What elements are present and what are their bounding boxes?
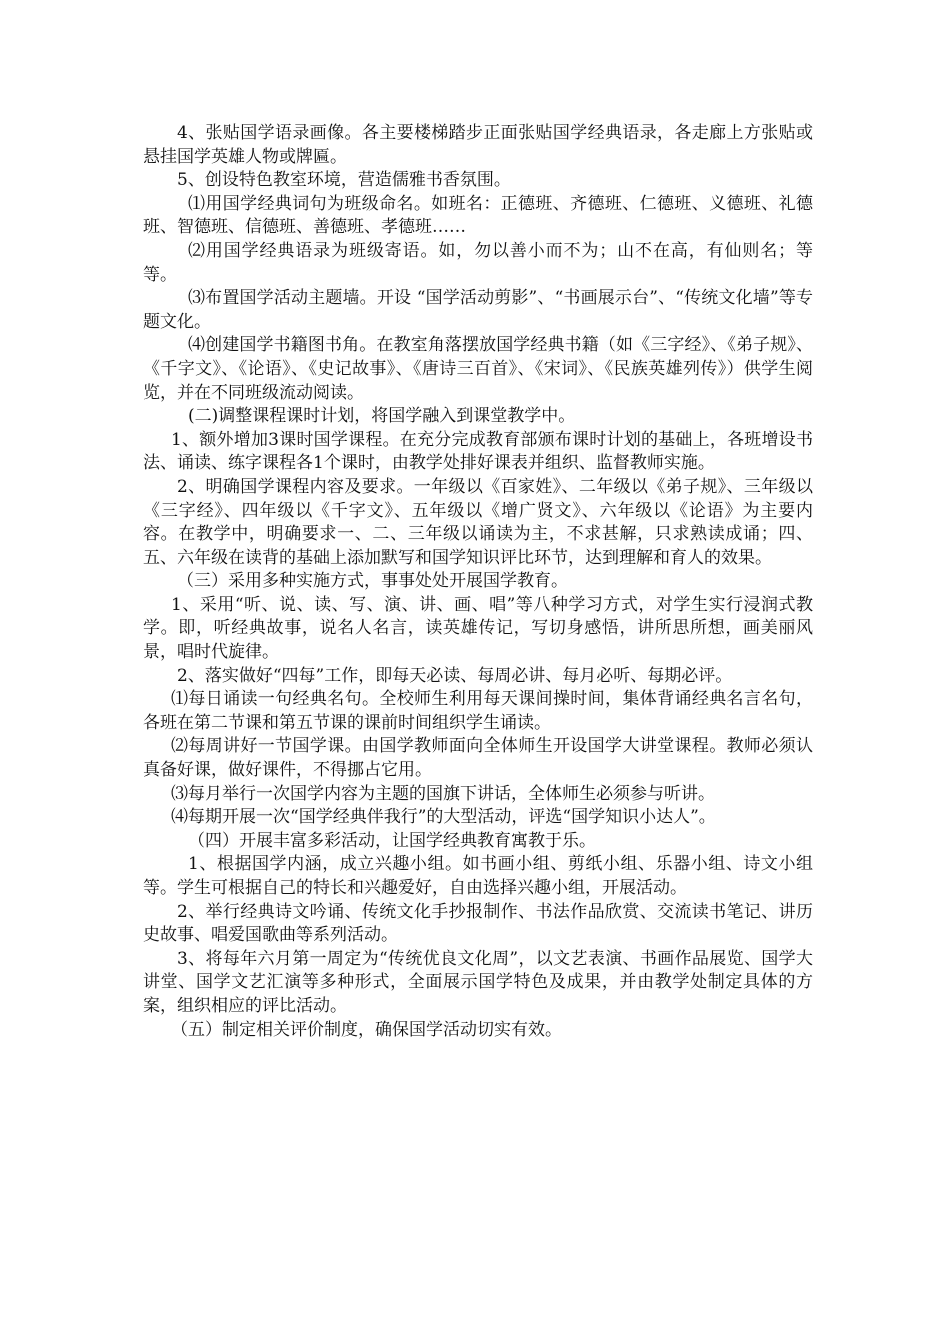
paragraph-four-every: 2、落实做好“四每”工作，即每天必读、每周必讲、每月必听、每期必评。 [177, 665, 733, 686]
paragraph-class-motto: ⑵用国学经典语录为班级寄语。如，勿以善小而不为；山不在高，有仙则名；等等。 [143, 240, 813, 285]
paragraph-class-naming: ⑴用国学经典词句为班级命名。如班名：正德班、齐德班、仁德班、义德班、礼德班、智德班、信德班、善德班、孝德班…… [143, 193, 813, 238]
paragraph-course-content: 2、明确国学课程内容及要求。一年级以《百家姓》、二年级以《弟子规》、三年级以《三字经》、四年级以《千字文》、五年级以《增广贤文》、六年级以《论语》为主要内容。在教学中，明确要求一、二、三年级以诵读为主，不求甚解，只求熟读成诵；四、五、六年级在读背的基础上添加默写和国学知识评比环节，达到理解和育人的效果。 [143, 476, 813, 568]
paragraph-theme-wall: ⑶布置国学活动主题墙。开设 “国学活动剪影”、“书画展示台”、“传统文化墙”等专题文化。 [143, 288, 813, 332]
paragraph-4-quotes-portraits: 4、张贴国学语录画像。各主要楼梯踏步正面张贴国学经典语录，各走廊上方张贴或悬挂国学英雄人物或牌匾。 [143, 123, 813, 167]
document-body [143, 122, 813, 1042]
paragraph-eight-methods: 1、采用“听、说、读、写、演、讲、画、唱”等八种学习方式，对学生实行浸润式教学。即，听经典故事，说名人名言，读英雄传记，写切身感悟，讲所思所想，画美丽风景，唱时代旋律。 [143, 594, 813, 663]
paragraph-term-activity: ⑷每期开展一次“国学经典伴我行”的大型活动，评选“国学知识小达人”。 [171, 807, 716, 828]
paragraph-5-classroom-environment: 5、创设特色教室环境，营造儒雅书香氛围。 [177, 170, 511, 191]
section-heading-3: （三）采用多种实施方式，事事处处开展国学教育。 [177, 571, 568, 592]
paragraph-culture-week: 3、将每年六月第一周定为“传统优良文化周”，以文艺表演、书画作品展览、国学大讲堂、国学文艺汇演等多种形式，全面展示国学特色及成果，并由教学处制定具体的方案，组织相应的评比活动。 [143, 948, 813, 1016]
paragraph-weekly-lesson: ⑵每周讲好一节国学课。由国学教师面向全体师生开设国学大讲堂课程。教师必须认真备好课，做好课件，不得挪占它用。 [143, 736, 813, 781]
paragraph-series-activities: 2、举行经典诗文吟诵、传统文化手抄报制作、书法作品欣赏、交流读书笔记、讲历史故事、唱爱国歌曲等系列活动。 [143, 901, 813, 946]
paragraph-book-corner: ⑷创建国学书籍图书角。在教室角落摆放国学经典书籍（如《三字经》、《弟子规》、《千字文》、《论语》、《史记故事》、《唐诗三百首》、《宋词》、《民族英雄列传》）供学生阅览，并在不同班级流动阅读。 [143, 335, 813, 403]
paragraph-daily-recite: ⑴每日诵读一句经典名句。全校师生利用每天课间操时间，集体背诵经典名言名句，各班在第二节课和第五节课的课前时间组织学生诵读。 [143, 689, 813, 733]
section-heading-2: (二)调整课程课时计划，将国学融入到课堂教学中。 [188, 406, 576, 427]
paragraph-extra-courses: 1、额外增加3课时国学课程。在充分完成教育部颁布课时计划的基础上，各班增设书法、诵读、练字课程各1个课时，由教学处排好课表并组织、监督教师实施。 [143, 429, 813, 474]
paragraph-monthly-speech: ⑶每月举行一次国学内容为主题的国旗下讲话，全体师生必须参与听讲。 [171, 783, 715, 804]
paragraph-interest-groups: 1、根据国学内涵，成立兴趣小组。如书画小组、剪纸小组、乐器小组、诗文小组等。学生可根据自己的特长和兴趣爱好，自由选择兴趣小组，开展活动。 [143, 854, 813, 898]
section-heading-4: （四）开展丰富多彩活动，让国学经典教育寓教于乐。 [188, 830, 596, 851]
section-heading-5: （五）制定相关评价制度，确保国学活动切实有效。 [171, 1019, 562, 1040]
